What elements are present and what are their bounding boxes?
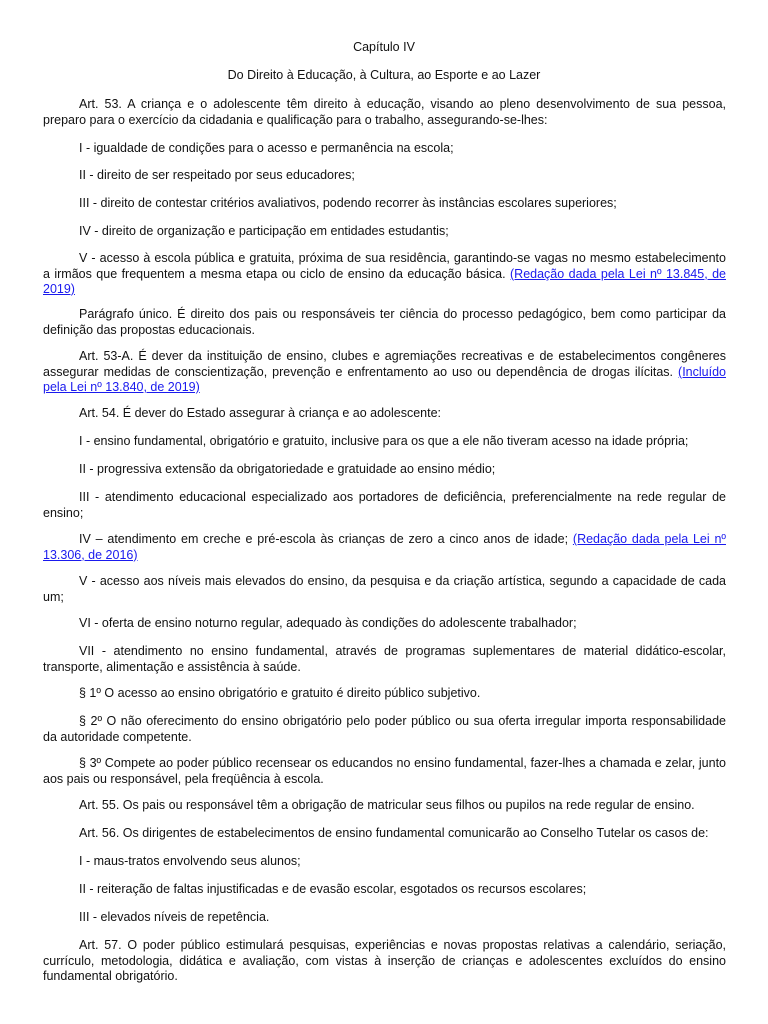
paragraph-text: IV – atendimento em creche e pré-escola às crianças de zero a cinco anos de idade;	[79, 532, 573, 546]
paragraph-text: Art. 56. Os dirigentes de estabelecimentos de ensino fundamental comunicarão ao Conselho Tutelar os casos de:	[79, 826, 709, 840]
paragraph-text: III - atendimento educacional especializado aos portadores de deficiência, preferencialmente na rede regular de ensino;	[43, 490, 726, 520]
paragraph-text: II - reiteração de faltas injustificadas e de evasão escolar, esgotados os recursos escolares;	[79, 882, 587, 896]
chapter-subtitle: Do Direito à Educação, à Cultura, ao Esporte e ao Lazer	[227, 68, 541, 82]
paragraph-art54-s1	[43, 686, 726, 702]
paragraph-art54-vi	[43, 616, 726, 632]
paragraph-text: VII - atendimento no ensino fundamental, através de programas suplementares de material didático-escolar, transporte, alimentação e assistência à saúde.	[43, 644, 726, 674]
paragraph-text: II - direito de ser respeitado por seus educadores;	[79, 168, 355, 182]
paragraph-text: Art. 53. A criança e o adolescente têm direito à educação, visando ao pleno desenvolvimento de sua pessoa, preparo para o exercício da cidadania e qualificação para o trabalho, assegurando-se-lhes:	[43, 97, 726, 127]
paragraph-text: III - direito de contestar critérios avaliativos, podendo recorrer às instâncias escolares superiores;	[79, 196, 617, 210]
paragraph-art53-i	[43, 141, 726, 157]
paragraph-art54-v	[43, 574, 726, 605]
paragraph-art53-iii	[43, 196, 726, 212]
paragraph-text: § 3º Compete ao poder público recensear os educandos no ensino fundamental, fazer-lhes a chamada e zelar, junto aos pais ou responsável, pela freqüência à escola.	[43, 756, 726, 786]
paragraph-art56	[43, 826, 726, 842]
paragraph-art53-sole	[43, 307, 726, 338]
paragraph-text: III - elevados níveis de repetência.	[79, 910, 270, 924]
paragraph-art57	[43, 938, 726, 985]
paragraph-art54-vii	[43, 644, 726, 675]
paragraph-text: Art. 57. O poder público estimulará pesquisas, experiências e novas propostas relativas a calendário, seriação, currículo, metodologia, didática e avaliação, com vistas à inserção de crianças e adolescentes excluídos do ensino fundamental obrigatório.	[43, 938, 726, 983]
paragraph-text: I - ensino fundamental, obrigatório e gratuito, inclusive para os que a ele não tiveram acesso na idade própria;	[79, 434, 689, 448]
paragraph-art54-ii	[43, 462, 726, 478]
paragraph-text: I - igualdade de condições para o acesso e permanência na escola;	[79, 141, 454, 155]
paragraph-art56-iii	[43, 910, 726, 926]
paragraph-text: IV - direito de organização e participação em entidades estudantis;	[79, 224, 449, 238]
paragraph-text: § 2º O não oferecimento do ensino obrigatório pelo poder público ou sua oferta irregular importa responsabilidade da autoridade competente.	[43, 714, 726, 744]
paragraph-art54-iv	[43, 532, 726, 563]
paragraph-art56-i	[43, 854, 726, 870]
paragraph-text: Parágrafo único. É direito dos pais ou responsáveis ter ciência do processo pedagógico, bem como participar da definição das propostas educacionais.	[43, 307, 726, 337]
paragraph-text: V - acesso à escola pública e gratuita, próxima de sua residência, garantindo-se vagas no mesmo estabelecimento a irmãos que frequentem a mesma etapa ou ciclo de ensino da educação básica.	[43, 251, 726, 281]
amendment-link[interactable]: (Redação dada pela Lei nº 13.306, de 2016)	[43, 532, 726, 562]
paragraph-art53a	[43, 349, 726, 396]
paragraph-text: V - acesso aos níveis mais elevados do ensino, da pesquisa e da criação artística, segundo a capacidade de cada um;	[43, 574, 726, 604]
paragraph-art53-ii	[43, 168, 726, 184]
paragraph-text: Art. 54. É dever do Estado assegurar à criança e ao adolescente:	[79, 406, 442, 420]
paragraph-art53-iv	[43, 224, 726, 240]
amendment-link[interactable]: (Redação dada pela Lei nº 13.845, de 2019)	[43, 266, 726, 296]
paragraph-art54-s3	[43, 756, 726, 787]
paragraph-art54-s2	[43, 714, 726, 745]
paragraph-art54	[43, 406, 726, 422]
paragraph-art56-ii	[43, 882, 726, 898]
paragraph-art54-iii	[43, 490, 726, 521]
paragraph-art55	[43, 798, 726, 814]
paragraph-art53	[43, 97, 726, 128]
paragraph-text: I - maus-tratos envolvendo seus alunos;	[79, 854, 301, 868]
paragraph-text: II - progressiva extensão da obrigatoriedade e gratuidade ao ensino médio;	[79, 462, 496, 476]
paragraph-text: § 1º O acesso ao ensino obrigatório e gratuito é direito público subjetivo.	[79, 686, 481, 700]
paragraph-text: VI - oferta de ensino noturno regular, adequado às condições do adolescente trabalhador;	[79, 616, 577, 630]
paragraph-text: Art. 55. Os pais ou responsável têm a obrigação de matricular seus filhos ou pupilos na rede regular de ensino.	[79, 798, 695, 812]
paragraph-art54-i	[43, 434, 726, 450]
chapter-heading: Capítulo IV	[353, 40, 415, 54]
paragraph-text: Art. 53-A. É dever da instituição de ensino, clubes e agremiações recreativas e de estabelecimentos congêneres assegurar medidas de conscientização, prevenção e enfrentamento ao uso ou dependência de drogas ilícitas.	[43, 349, 726, 379]
paragraph-art53-v	[43, 251, 726, 298]
amendment-link[interactable]: (Incluído pela Lei nº 13.840, de 2019)	[43, 364, 726, 394]
